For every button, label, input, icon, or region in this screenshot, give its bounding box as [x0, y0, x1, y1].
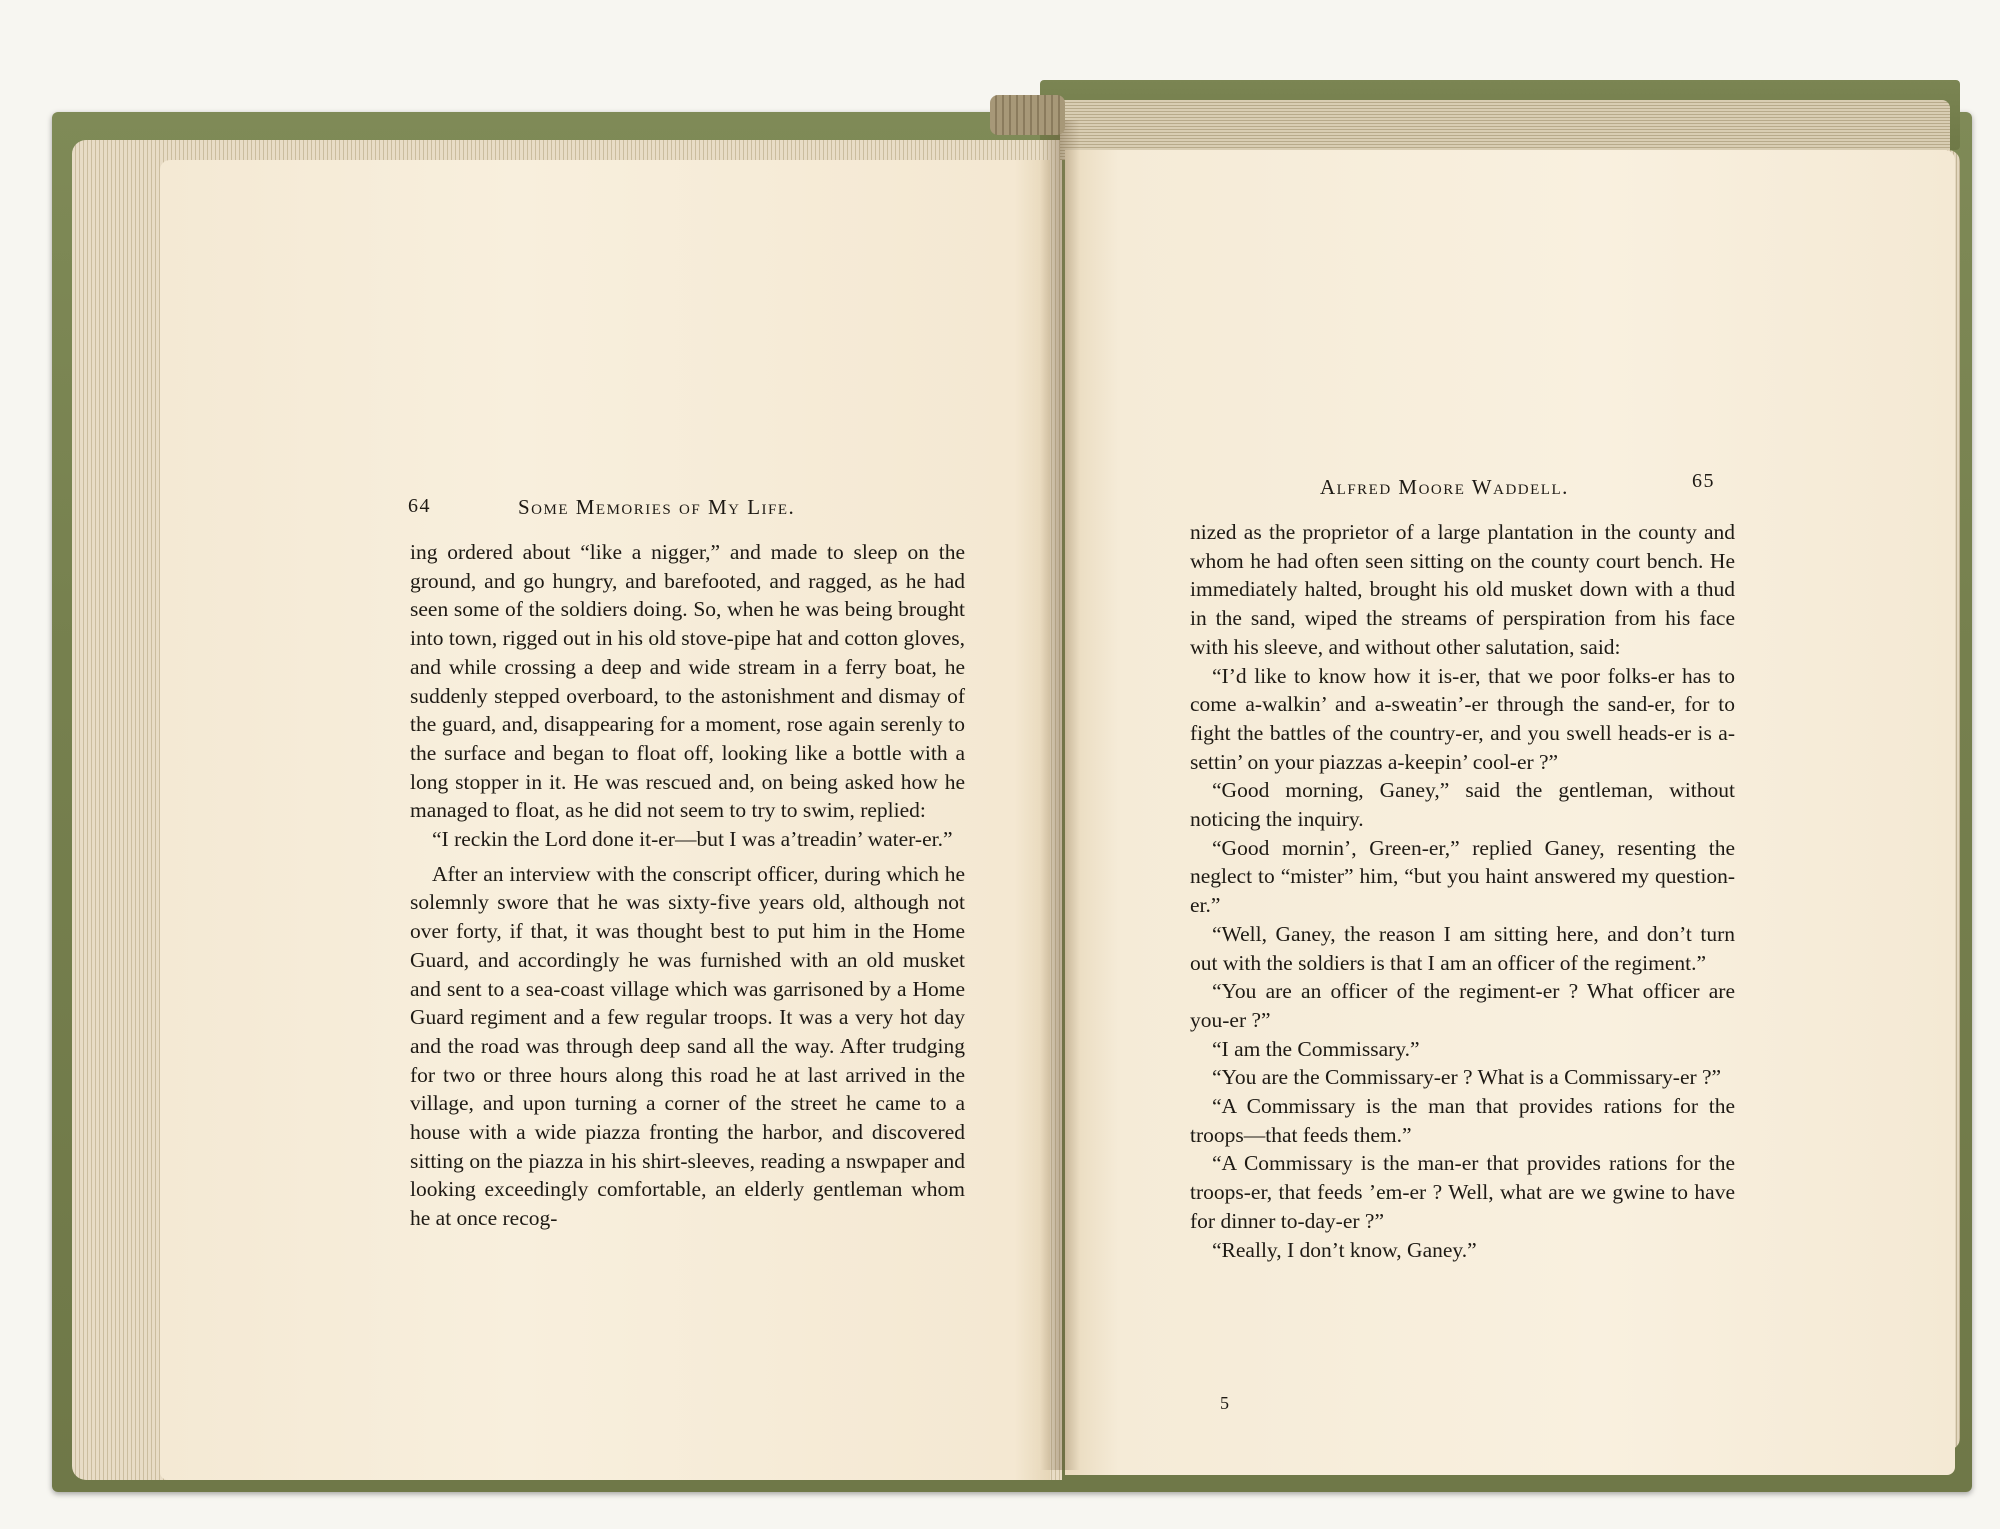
- paragraph: “A Commissary is the man that provides rations for the troops—that feeds them.”: [1190, 1094, 1735, 1147]
- spine-binding: [990, 95, 1065, 135]
- paragraph: “Good morning, Ganey,” said the gentleman, without noticing the inquiry.: [1190, 778, 1735, 832]
- paragraph: “Really, I don’t know, Ganey.”: [1212, 1237, 1477, 1262]
- page-number-left: 64: [408, 495, 431, 517]
- running-title-right: Alfred Moore Waddell.: [1320, 475, 1569, 499]
- paragraph: After an interview with the conscript officer, during which he solemnly swore that he was sixty-five years old, although not over forty, if that, it was thought best to put him in the Home Guard, and accordingly he was furnished with an old musket and sent to a sea-coast village which was garrisoned by a Home Guard regiment and a few regular troops. It was a very hot day and the road was through deep sand all the way. After trudging for two or three hours along this road he at last arrived in the village, and upon turning a corner of the street he came to a house with a wide piazza fronting the harbor, and discovered sitting on the piazza in his shirt-sleeves, reading a nswpaper and looking exceedingly comfortable, an elderly gentleman whom he at once recog-: [410, 861, 965, 1231]
- paragraph: “Well, Ganey, the reason I am sitting here, and don’t turn out with the soldiers is that I am an officer of the regiment.”: [1190, 921, 1735, 975]
- paragraph: ing ordered about “like a nigger,” and made to sleep on the ground, and go hungry, and barefooted, and ragged, as he had seen some of the soldiers doing. So, when he was being brought into town, rigged out in his old stove-pipe hat and cotton gloves, and while crossing a deep and wide stream in a ferry boat, he suddenly stepped overboard, to the astonishment and dismay of the guard, and, disappearing for a moment, rose again serenly to the surface and began to float off, looking like a bottle with a long stopper in it. He was rescued and, on being asked how he managed to float, as he did not seem to try to swim, replied:: [410, 540, 965, 823]
- paragraph: nized as the proprietor of a large plantation in the county and whom he had often seen sitting on the county court bench. He immediately halted, brought his old musket down with a thud in the sand, wiped the streams of perspiration from his face with his sleeve, and without other salutation, said:: [1190, 520, 1735, 659]
- signature-mark: 5: [1220, 1393, 1229, 1413]
- paragraph: “I am the Commissary.”: [1212, 1036, 1420, 1061]
- right-page: [1065, 150, 1955, 1475]
- paragraph: “I’d like to know how it is-er, that we poor folks-er has to come a-walkin’ and a-sweatin’-er through the sand-er, for to fight the battles of the country-er, and you swell heads-er is a-settin’ on your piazzas a-keepin’ cool-er ?”: [1190, 663, 1735, 774]
- paragraph: “A Commissary is the man-er that provides rations for the troops-er, that feeds ’em-er ? Well, what are we gwine to have for dinner to-day-er ?”: [1190, 1151, 1735, 1233]
- paragraph: “You are an officer of the regiment-er ? What officer are you-er ?”: [1190, 979, 1735, 1032]
- paragraph: “I reckin the Lord done it-er—but I was a’treadin’ water-er.”: [432, 827, 953, 852]
- paragraph: “You are the Commissary-er ? What is a Commissary-er ?”: [1212, 1065, 1722, 1090]
- left-page: [160, 160, 1050, 1480]
- right-page-text: [1190, 518, 1735, 1264]
- left-page-text: [410, 538, 965, 1233]
- running-title-left: Some Memories of My Life.: [518, 495, 796, 519]
- paragraph: “Good mornin’, Green-er,” replied Ganey, resenting the neglect to “mister” him, “but you haint answered my question-er.”: [1190, 835, 1735, 918]
- book-gutter: [1040, 120, 1080, 1470]
- page-number-right: 65: [1692, 470, 1715, 492]
